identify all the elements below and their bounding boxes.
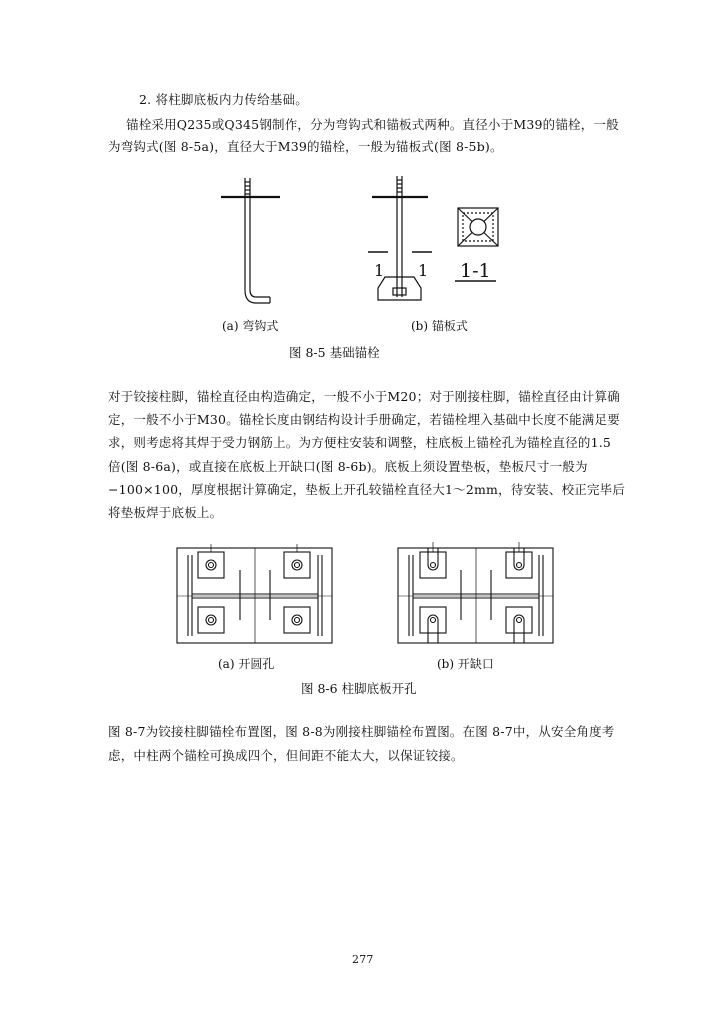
- figure-8-6a-label: (a) 开圆孔: [218, 657, 275, 671]
- section-mark-right: 1: [418, 261, 429, 280]
- paragraph-line: 为弯钩式(图 8-5a)，直径大于M39的锚栓，一般为锚板式(图 8-5b)。: [108, 139, 503, 154]
- base-plate-slot-openings: [398, 542, 553, 643]
- figure-8-5-caption: 图 8-5 基础锚栓: [289, 345, 380, 360]
- paragraph-line: 求，则考虑将其焊于受力钢筋上。为方便柱安装和调整，柱底板上锚栓孔为锚栓直径的1.5: [108, 435, 612, 450]
- paragraph-line: −100×100，厚度根据计算确定，垫板上开孔较锚栓直径大1～2mm，待安装、校正完毕后: [108, 482, 626, 497]
- section-label: 1-1: [460, 260, 491, 282]
- section-heading: 2. 将柱脚底板内力传给基础。: [139, 92, 308, 107]
- figure-8-6b-label: (b) 开缺口: [437, 657, 494, 671]
- figure-8-6-caption: 图 8-6 柱脚底板开孔: [301, 681, 417, 696]
- figure-8-5b-label: (b) 锚板式: [411, 319, 468, 333]
- base-plate-round-holes: [177, 544, 332, 643]
- page-number: 277: [352, 953, 374, 966]
- figure-8-5-drawing: [0, 172, 724, 332]
- paragraph-line: 定，一般不小于M30。锚栓长度由钢结构设计手册确定，若锚栓埋入基础中长度不能满足要: [108, 412, 620, 427]
- plate-anchor-bolt: [368, 176, 432, 300]
- anchor-plate-section: [458, 208, 498, 246]
- figure-8-5a-label: (a) 弯钩式: [222, 319, 279, 333]
- figure-8-6-drawing: [0, 540, 724, 650]
- paragraph-line: 将垫板焊于底板上。: [108, 505, 223, 520]
- paragraph-line: 锚栓采用Q235或Q345钢制作，分为弯钩式和锚板式两种。直径小于M39的锚栓，一般: [126, 117, 619, 132]
- paragraph-line: 虑，中柱两个锚栓可换成四个，但间距不能太大，以保证铰接。: [108, 748, 464, 763]
- paragraph-line: 倍(图 8-6a)，或直接在底板上开缺口(图 8-6b)。底板上须设置垫板，垫板尺寸一般为: [108, 459, 588, 474]
- paragraph-line: 对于铰接柱脚，锚栓直径由构造确定，一般不小于M20；对于刚接柱脚，锚栓直径由计算确: [108, 389, 620, 404]
- hook-anchor-bolt: [221, 178, 280, 303]
- section-mark-left: 1: [374, 261, 385, 280]
- paragraph-line: 图 8-7为铰接柱脚锚栓布置图，图 8-8为刚接柱脚锚栓布置图。在图 8-7中，从安全角度考: [108, 724, 615, 739]
